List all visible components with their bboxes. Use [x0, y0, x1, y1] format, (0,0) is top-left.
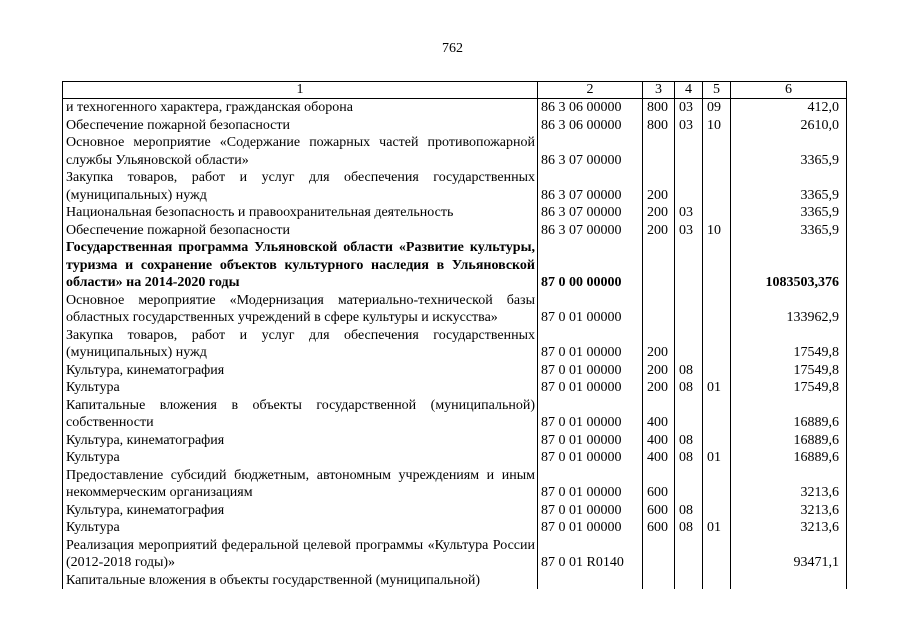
row-code: 86 3 07 00000: [538, 169, 643, 204]
row-amount: 1083503,376: [731, 239, 847, 292]
row-subsection: [703, 239, 731, 292]
row-code: 87 0 01 R0140: [538, 537, 643, 572]
row-amount: 16889,6: [731, 397, 847, 432]
row-section: 03: [675, 117, 703, 135]
row-subsection: 10: [703, 117, 731, 135]
row-name: Обеспечение пожарной безопасности: [63, 117, 538, 135]
row-section: 08: [675, 519, 703, 537]
row-amount: 3365,9: [731, 222, 847, 240]
column-header-2: 2: [538, 82, 643, 99]
table-row: [63, 397, 847, 432]
row-name: Реализация мероприятий федеральной целевой программы «Культура России (2012-2018 годы)»: [63, 537, 538, 572]
row-expense-type: [643, 292, 675, 327]
table-row: [63, 502, 847, 520]
row-expense-type: 200: [643, 204, 675, 222]
row-code: 87 0 01 00000: [538, 502, 643, 520]
row-expense-type: 400: [643, 432, 675, 450]
row-section: [675, 169, 703, 204]
row-code: 87 0 01 00000: [538, 397, 643, 432]
row-amount: 3365,9: [731, 204, 847, 222]
row-subsection: [703, 502, 731, 520]
row-expense-type: [643, 239, 675, 292]
row-section: [675, 467, 703, 502]
row-section: [675, 537, 703, 572]
table-row: [63, 572, 847, 590]
row-code: 87 0 00 00000: [538, 239, 643, 292]
row-expense-type: 200: [643, 222, 675, 240]
row-amount: 17549,8: [731, 362, 847, 380]
column-header-1: 1: [63, 82, 538, 99]
row-amount: 16889,6: [731, 449, 847, 467]
column-header-4: 4: [675, 82, 703, 99]
row-section: [675, 397, 703, 432]
row-subsection: 01: [703, 379, 731, 397]
table-row: [63, 379, 847, 397]
row-expense-type: 200: [643, 362, 675, 380]
row-name: Культура, кинематография: [63, 362, 538, 380]
row-name: Основное мероприятие «Модернизация материально-технической базы областных государственных учреждений в сфере культуры и искусства»: [63, 292, 538, 327]
row-name: Национальная безопасность и правоохранительная деятельность: [63, 204, 538, 222]
row-subsection: 10: [703, 222, 731, 240]
table-row: [63, 222, 847, 240]
row-name: Капитальные вложения в объекты государственной (муниципальной) собственности: [63, 397, 538, 432]
row-code: 87 0 01 00000: [538, 467, 643, 502]
row-code: 87 0 01 00000: [538, 379, 643, 397]
row-amount: 133962,9: [731, 292, 847, 327]
row-subsection: [703, 134, 731, 169]
row-subsection: [703, 432, 731, 450]
page-number: 762: [442, 41, 463, 56]
table-row: [63, 117, 847, 135]
row-name: Государственная программа Ульяновской области «Развитие культуры, туризма и сохранение объектов культурного наследия в Ульяновской области» на 2014-2020 годы: [63, 239, 538, 292]
row-code: 87 0 01 00000: [538, 362, 643, 380]
row-amount: 2610,0: [731, 117, 847, 135]
column-header-6: 6: [731, 82, 847, 99]
table-row: [63, 467, 847, 502]
row-name: Культура, кинематография: [63, 432, 538, 450]
budget-table: [62, 81, 847, 589]
row-section: 08: [675, 432, 703, 450]
row-expense-type: [643, 537, 675, 572]
row-section: [675, 239, 703, 292]
row-name: Предоставление субсидий бюджетным, автономным учреждениям и иным некоммерческим организациям: [63, 467, 538, 502]
row-section: 08: [675, 502, 703, 520]
row-amount: 3213,6: [731, 467, 847, 502]
row-section: 03: [675, 204, 703, 222]
row-expense-type: 200: [643, 169, 675, 204]
row-subsection: [703, 204, 731, 222]
table-row: [63, 239, 847, 292]
row-subsection: [703, 292, 731, 327]
row-subsection: [703, 169, 731, 204]
row-name: Основное мероприятие «Содержание пожарных частей противопожарной службы Ульяновской области»: [63, 134, 538, 169]
row-code: 87 0 01 00000: [538, 327, 643, 362]
row-code: [538, 572, 643, 590]
row-subsection: [703, 397, 731, 432]
row-code: 87 0 01 00000: [538, 449, 643, 467]
row-amount: 17549,8: [731, 379, 847, 397]
row-amount: 3213,6: [731, 519, 847, 537]
column-header-3: 3: [643, 82, 675, 99]
table-row: [63, 134, 847, 169]
table-body: [63, 99, 847, 590]
table-header: [63, 82, 847, 99]
row-section: [675, 572, 703, 590]
column-header-5: 5: [703, 82, 731, 99]
row-section: [675, 292, 703, 327]
row-amount: [731, 572, 847, 590]
row-code: 86 3 07 00000: [538, 204, 643, 222]
row-name: Культура: [63, 379, 538, 397]
row-expense-type: [643, 134, 675, 169]
row-amount: 16889,6: [731, 432, 847, 450]
table-row: [63, 432, 847, 450]
row-expense-type: 400: [643, 397, 675, 432]
row-subsection: [703, 327, 731, 362]
row-expense-type: [643, 572, 675, 590]
table-row: [63, 449, 847, 467]
row-expense-type: 600: [643, 519, 675, 537]
table-row: [63, 327, 847, 362]
row-name: Культура, кинематография: [63, 502, 538, 520]
row-subsection: 09: [703, 99, 731, 117]
row-subsection: 01: [703, 519, 731, 537]
row-section: 08: [675, 362, 703, 380]
row-code: 86 3 06 00000: [538, 99, 643, 117]
row-name: и техногенного характера, гражданская оборона: [63, 99, 538, 117]
row-subsection: [703, 467, 731, 502]
row-name: Культура: [63, 519, 538, 537]
row-subsection: 01: [703, 449, 731, 467]
row-expense-type: 200: [643, 379, 675, 397]
row-expense-type: 800: [643, 117, 675, 135]
row-code: 86 3 07 00000: [538, 222, 643, 240]
row-code: 87 0 01 00000: [538, 519, 643, 537]
row-name: Закупка товаров, работ и услуг для обеспечения государственных (муниципальных) нужд: [63, 327, 538, 362]
row-amount: 93471,1: [731, 537, 847, 572]
row-expense-type: 400: [643, 449, 675, 467]
row-name: Закупка товаров, работ и услуг для обеспечения государственных (муниципальных) нужд: [63, 169, 538, 204]
row-amount: 17549,8: [731, 327, 847, 362]
row-expense-type: 600: [643, 467, 675, 502]
table-row: [63, 292, 847, 327]
table-row: [63, 169, 847, 204]
table-row: [63, 537, 847, 572]
row-name: Обеспечение пожарной безопасности: [63, 222, 538, 240]
row-section: [675, 134, 703, 169]
row-subsection: [703, 572, 731, 590]
row-expense-type: 600: [643, 502, 675, 520]
row-amount: 3213,6: [731, 502, 847, 520]
row-subsection: [703, 362, 731, 380]
row-code: 87 0 01 00000: [538, 432, 643, 450]
row-section: 03: [675, 99, 703, 117]
row-section: 08: [675, 379, 703, 397]
table-row: [63, 204, 847, 222]
row-amount: 412,0: [731, 99, 847, 117]
table-row: [63, 519, 847, 537]
row-section: 08: [675, 449, 703, 467]
row-code: 87 0 01 00000: [538, 292, 643, 327]
table-row: [63, 362, 847, 380]
row-amount: 3365,9: [731, 169, 847, 204]
table-row: [63, 99, 847, 117]
row-code: 86 3 06 00000: [538, 117, 643, 135]
row-amount: 3365,9: [731, 134, 847, 169]
row-expense-type: 200: [643, 327, 675, 362]
row-expense-type: 800: [643, 99, 675, 117]
row-section: [675, 327, 703, 362]
row-code: 86 3 07 00000: [538, 134, 643, 169]
row-name: Культура: [63, 449, 538, 467]
row-name: Капитальные вложения в объекты государственной (муниципальной): [63, 572, 538, 590]
row-section: 03: [675, 222, 703, 240]
row-subsection: [703, 537, 731, 572]
